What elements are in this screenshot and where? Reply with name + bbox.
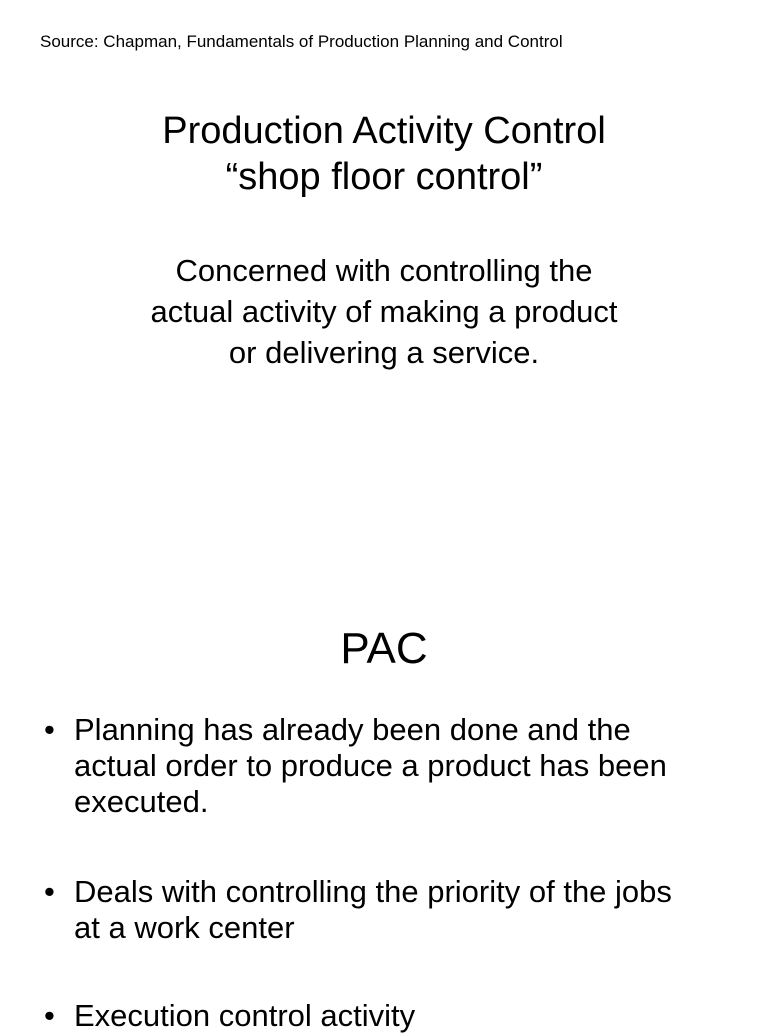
bullet-text-line: at a work center bbox=[74, 910, 295, 945]
source-citation: Source: Chapman, Fundamentals of Production Planning and Control bbox=[40, 32, 563, 51]
description-line: actual activity of making a product bbox=[150, 294, 618, 329]
slide-description bbox=[0, 250, 768, 373]
bullet-text-line: Execution control activity bbox=[74, 998, 416, 1033]
bullet-item bbox=[44, 874, 672, 946]
slide-subtitle-line: “shop floor control” bbox=[225, 156, 543, 198]
description-line: or delivering a service. bbox=[228, 335, 540, 370]
slide-title-line: Production Activity Control bbox=[162, 110, 606, 152]
bullet-item bbox=[44, 998, 415, 1034]
bullet-item bbox=[44, 712, 744, 820]
bullet-text-line: executed. bbox=[74, 784, 209, 819]
bullet-text-line: Planning has already been done and the bbox=[74, 712, 631, 747]
description-line: Concerned with controlling the bbox=[175, 253, 593, 288]
slide-title bbox=[0, 108, 768, 200]
bullet-list bbox=[44, 712, 744, 1033]
bullet-dot-icon: • bbox=[44, 874, 55, 909]
pac-heading: PAC bbox=[340, 624, 428, 673]
bullet-dot-icon: • bbox=[44, 712, 55, 747]
bullet-dot-icon: • bbox=[44, 998, 55, 1033]
bullet-text-line: actual order to produce a product has been bbox=[74, 748, 667, 783]
bullet-text-line: Deals with controlling the priority of the jobs bbox=[74, 874, 672, 909]
